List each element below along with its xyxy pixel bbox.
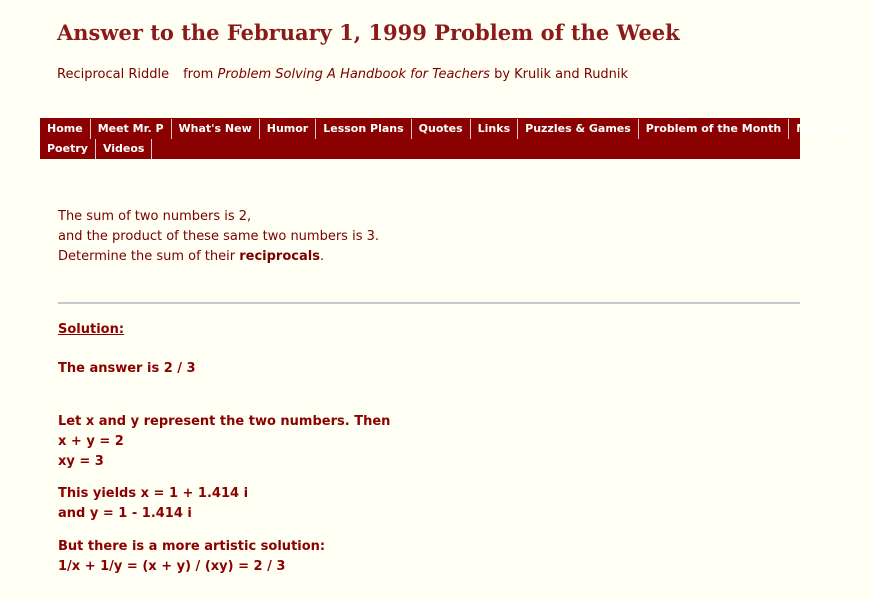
from-text: from bbox=[183, 67, 214, 82]
authors: by Krulik and Rudnik bbox=[494, 67, 629, 82]
formula-line: 1/x + 1/y = (x + y) / (xy) = 2 / 3 bbox=[58, 559, 286, 574]
answer-line: The answer is 2 / 3 bbox=[58, 361, 196, 376]
problem-line-3-suffix: . bbox=[319, 249, 325, 264]
nav-item-lesson-plans[interactable]: Lesson Plans bbox=[316, 119, 411, 139]
nav-item-humor[interactable]: Humor bbox=[260, 119, 316, 139]
equation-sum: x + y = 2 bbox=[58, 434, 124, 449]
solution-heading bbox=[58, 320, 124, 340]
nav-item-math-facts[interactable]: Math Facts bbox=[796, 122, 865, 135]
artistic-line: But there is a more artistic solution: bbox=[58, 539, 326, 554]
yields-x: This yields x = 1 + 1.414 i bbox=[58, 486, 249, 501]
problem-line-2: and the product of these same two numbers is 3. bbox=[58, 229, 380, 244]
let-line: Let x and y represent the two numbers. Then bbox=[58, 414, 391, 429]
problem-line-1: The sum of two numbers is 2, bbox=[58, 209, 252, 224]
nav-bar bbox=[40, 118, 865, 159]
nav-item-problem-of-the-month[interactable]: Problem of the Month bbox=[639, 119, 789, 139]
equation-product: xy = 3 bbox=[58, 454, 104, 469]
nav-item-puzzles-games[interactable]: Puzzles & Games bbox=[518, 119, 639, 139]
nav-item-quotes[interactable]: Quotes bbox=[412, 119, 471, 139]
problem-line-3-prefix: Determine the sum of their bbox=[58, 249, 240, 264]
reciprocals-term: reciprocals bbox=[239, 249, 320, 264]
nav-item-meet-mr-p[interactable]: Meet Mr. P bbox=[91, 119, 172, 139]
page-title: Answer to the February 1, 1999 Problem of the Week bbox=[57, 20, 680, 45]
nav-row-2 bbox=[40, 139, 152, 159]
nav-row-1 bbox=[40, 119, 871, 139]
nav-item-poetry[interactable]: Poetry bbox=[40, 139, 96, 159]
nav-item-whats-new[interactable]: What's New bbox=[172, 119, 260, 139]
divider bbox=[58, 302, 800, 304]
yields-y: and y = 1 - 1.414 i bbox=[58, 506, 192, 521]
nav-item-videos[interactable]: Videos bbox=[96, 139, 153, 159]
problem-statement bbox=[58, 207, 379, 267]
problem-line-3 bbox=[58, 247, 379, 267]
solution-heading-text: Solution: bbox=[58, 322, 125, 337]
book-title-link[interactable]: Problem Solving A Handbook for Teachers bbox=[217, 67, 490, 82]
nav-item-links[interactable]: Links bbox=[471, 119, 518, 139]
subtitle bbox=[57, 67, 628, 82]
nav-item-home[interactable]: Home bbox=[40, 119, 91, 139]
riddle-name: Reciprocal Riddle bbox=[57, 67, 170, 82]
